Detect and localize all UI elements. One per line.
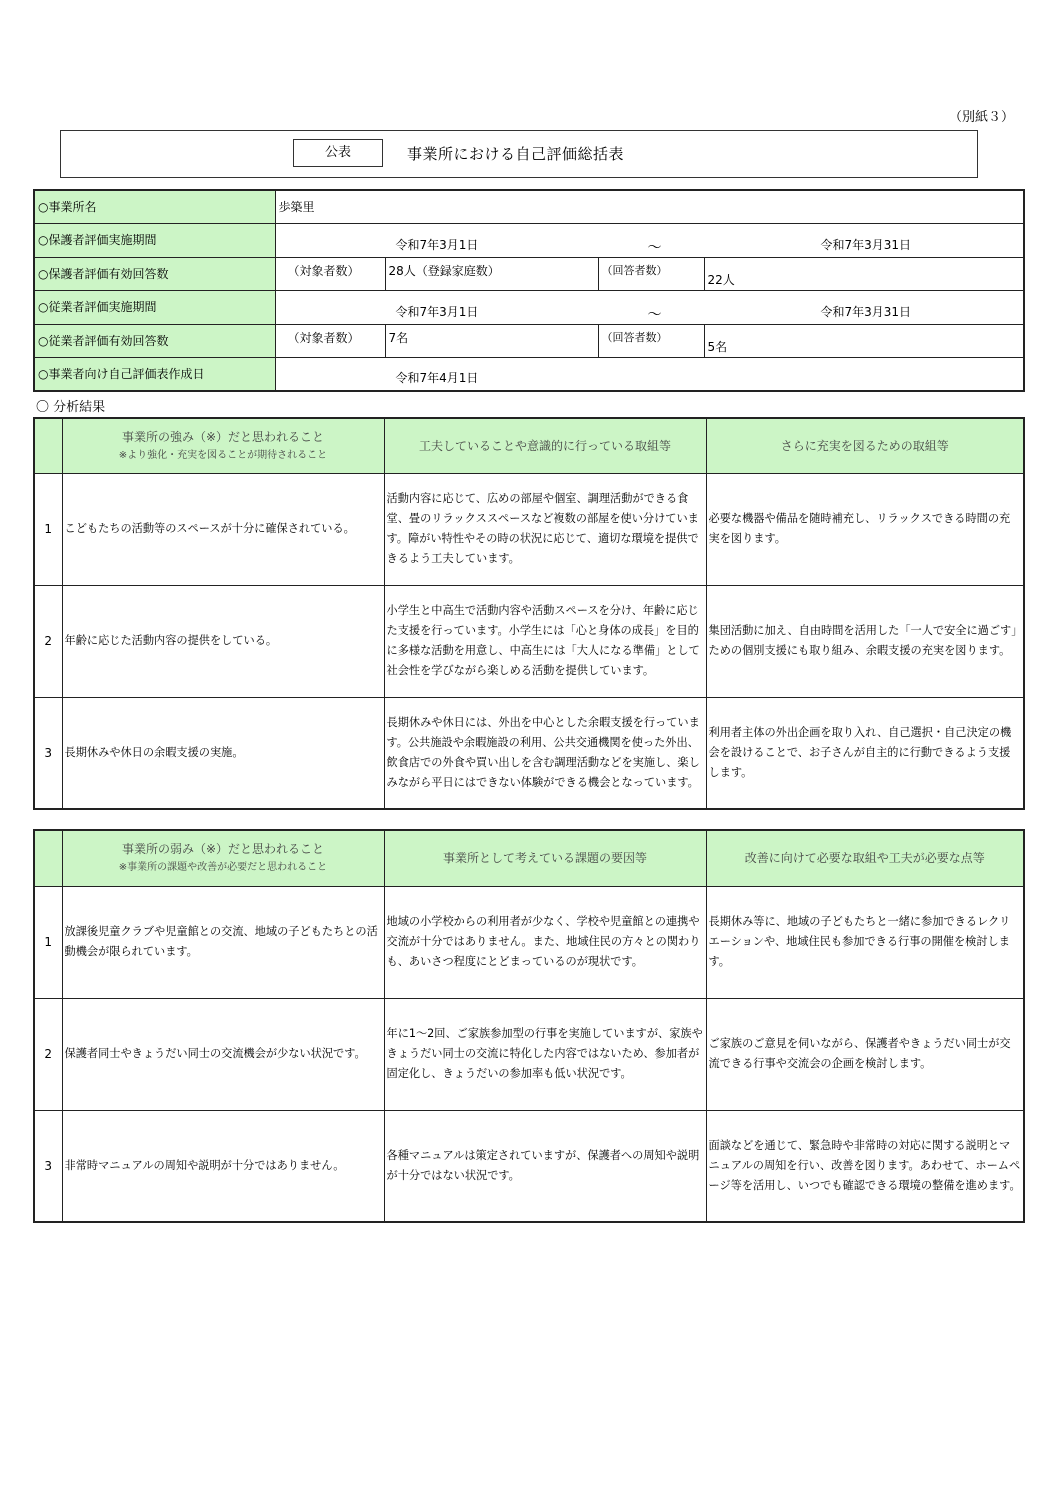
row-item: 年齢に応じた活動内容の提供をしている。 — [62, 585, 384, 697]
info-row — [34, 324, 1024, 358]
improve-header — [706, 830, 1024, 886]
row-effort: 小学生と中高生で活動内容や活動スペースを分け、年齢に応じた支援を行っています。小学生には「心と身体の成長」を目的に多様な活動を用意し、中高生には「大人になる準備」として社会性を学びながら楽しめる活動を提供しています。 — [384, 585, 706, 697]
analysis-title: 〇 分析結果 — [36, 400, 106, 415]
staff-period-sep: ～ — [647, 306, 662, 323]
staff-target: 7名 — [385, 324, 598, 358]
next-header-text: さらに充実を図るための取組等 — [780, 438, 949, 453]
row-number: 1 — [34, 473, 62, 585]
row-next: 利用者主体の外出企画を取り入れ、自己選択・自己決定の機会を設けることで、お子さんが自主的に行動できるよう支援します。 — [706, 697, 1024, 809]
office-name-label: ○事業所名 — [34, 190, 275, 224]
row-next: 長期休み等に、地域の子どもたちと一緒に参加できるレクリエーションや、地域住民も参加できる行事の開催を検討します。 — [706, 886, 1024, 998]
office-name: 歩築里 — [275, 190, 1024, 224]
guardian-period-label: ○保護者評価実施期間 — [34, 224, 275, 258]
row-item: 長期休みや休日の余暇支援の実施。 — [62, 697, 384, 809]
guardian-period-end: 令和7年3月31日 — [820, 237, 912, 252]
table-row — [34, 998, 1024, 1110]
weakness-header-sub: ※事業所の課題や改善が必要だと思われること — [118, 862, 328, 874]
info-row — [34, 358, 1024, 392]
strengths-header-row — [34, 418, 1024, 473]
strength-header — [62, 418, 384, 473]
strength-header-sub: ※より強化・充実を図ることが期待されること — [118, 449, 328, 461]
staff-period-start: 令和7年3月1日 — [395, 304, 479, 319]
strength-header-main: 事業所の強み（※）だと思われること — [121, 429, 325, 444]
row-next: 集団活動に加え、自由時間を活用した「一人で安全に過ごす」ための個別支援にも取り組み、余暇支援の充実を図ります。 — [706, 585, 1024, 697]
improve-header-text: 改善に向けて必要な取組や工夫が必要な点等 — [744, 851, 985, 866]
cause-header — [384, 830, 706, 886]
guardian-period-sep: ～ — [647, 239, 662, 256]
page-title: 事業所における自己評価総括表 — [407, 145, 625, 163]
staff-period-label: ○従業者評価実施期間 — [34, 291, 275, 325]
num-header — [34, 418, 62, 473]
num-header — [34, 830, 62, 886]
row-effort: 地域の小学校からの利用者が少なく、学校や児童館との連携や交流が十分ではありません。また、地域住民の方々との関わりも、あいさつ程度にとどまっているのが現状です。 — [384, 886, 706, 998]
created — [275, 358, 1024, 392]
guardian-period — [275, 224, 1024, 258]
appendix-label: （別紙３） — [948, 110, 1014, 125]
table-row — [34, 697, 1024, 809]
info-row — [34, 224, 1024, 258]
staff-resp-label: ○従業者評価有効回答数 — [34, 324, 275, 358]
public-badge: 公表 — [293, 139, 383, 167]
info-row — [34, 190, 1024, 224]
staff-answers: 5名 — [704, 324, 1024, 358]
next-header — [706, 418, 1024, 473]
title-box — [60, 130, 978, 178]
guardian-target: 28人（登録家庭数） — [385, 257, 598, 291]
created-date: 令和7年4月1日 — [395, 371, 479, 385]
staff-period — [275, 291, 1024, 325]
effort-header — [384, 418, 706, 473]
guardian-period-start: 令和7年3月1日 — [395, 237, 479, 252]
row-number: 3 — [34, 1110, 62, 1222]
weakness-header-main: 事業所の弱み（※）だと思われること — [121, 842, 325, 857]
guardian-answer-label: （回答者数） — [598, 257, 704, 291]
row-effort: 各種マニュアルは策定されていますが、保護者への周知や説明が十分ではない状況です。 — [384, 1110, 706, 1222]
row-item: 保護者同士やきょうだい同士の交流機会が少ない状況です。 — [62, 998, 384, 1110]
cause-header-text: 事業所として考えている課題の要因等 — [442, 851, 647, 866]
staff-target-label: （対象者数） — [275, 324, 385, 358]
row-effort: 長期休みや休日には、外出を中心とした余暇支援を行っています。公共施設や余暇施設の利用、公共交通機関を使った外出、飲食店での外食や買い出しを含む調理活動などを実施し、楽しみながら平日にはできない体験ができる機会となっています。 — [384, 697, 706, 809]
created-label: ○事業者向け自己評価表作成日 — [34, 358, 275, 392]
weaknesses-header-row — [34, 830, 1024, 886]
info-row — [34, 257, 1024, 291]
info-table — [33, 189, 1025, 392]
table-row — [34, 1110, 1024, 1222]
row-item: 放課後児童クラブや児童館との交流、地域の子どもたちとの活動機会が限られています。 — [62, 886, 384, 998]
staff-answer-label: （回答者数） — [598, 324, 704, 358]
table-row — [34, 473, 1024, 585]
row-next: 面談などを通じて、緊急時や非常時の対応に関する説明とマニュアルの周知を行い、改善を図ります。あわせて、ホームページ等を活用し、いつでも確認できる環境の整備を進めます。 — [706, 1110, 1024, 1222]
strengths-table — [33, 417, 1025, 810]
row-number: 2 — [34, 998, 62, 1110]
row-next: 必要な機器や備品を随時補充し、リラックスできる時間の充実を図ります。 — [706, 473, 1024, 585]
row-number: 3 — [34, 697, 62, 809]
table-row — [34, 585, 1024, 697]
guardian-answers: 22人 — [704, 257, 1024, 291]
guardian-resp-label: ○保護者評価有効回答数 — [34, 257, 275, 291]
weaknesses-table — [33, 829, 1025, 1223]
row-effort: 活動内容に応じて、広めの部屋や個室、調理活動ができる食堂、畳のリラックススペースなど複数の部屋を使い分けています。障がい特性やその時の状況に応じて、適切な環境を提供できるよう工夫しています。 — [384, 473, 706, 585]
row-item: 非常時マニュアルの周知や説明が十分ではありません。 — [62, 1110, 384, 1222]
row-number: 2 — [34, 585, 62, 697]
guardian-target-label: （対象者数） — [275, 257, 385, 291]
row-number: 1 — [34, 886, 62, 998]
weakness-header — [62, 830, 384, 886]
info-row — [34, 291, 1024, 325]
row-effort: 年に1～2回、ご家族参加型の行事を実施していますが、家族やきょうだい同士の交流に特化した内容ではないため、参加者が固定化し、きょうだいの参加率も低い状況です。 — [384, 998, 706, 1110]
table-row — [34, 886, 1024, 998]
staff-period-end: 令和7年3月31日 — [820, 304, 912, 319]
effort-header-text: 工夫していることや意識的に行っている取組等 — [418, 438, 671, 453]
row-item: こどもたちの活動等のスペースが十分に確保されている。 — [62, 473, 384, 585]
row-next: ご家族のご意見を伺いながら、保護者やきょうだい同士が交流できる行事や交流会の企画を検討します。 — [706, 998, 1024, 1110]
